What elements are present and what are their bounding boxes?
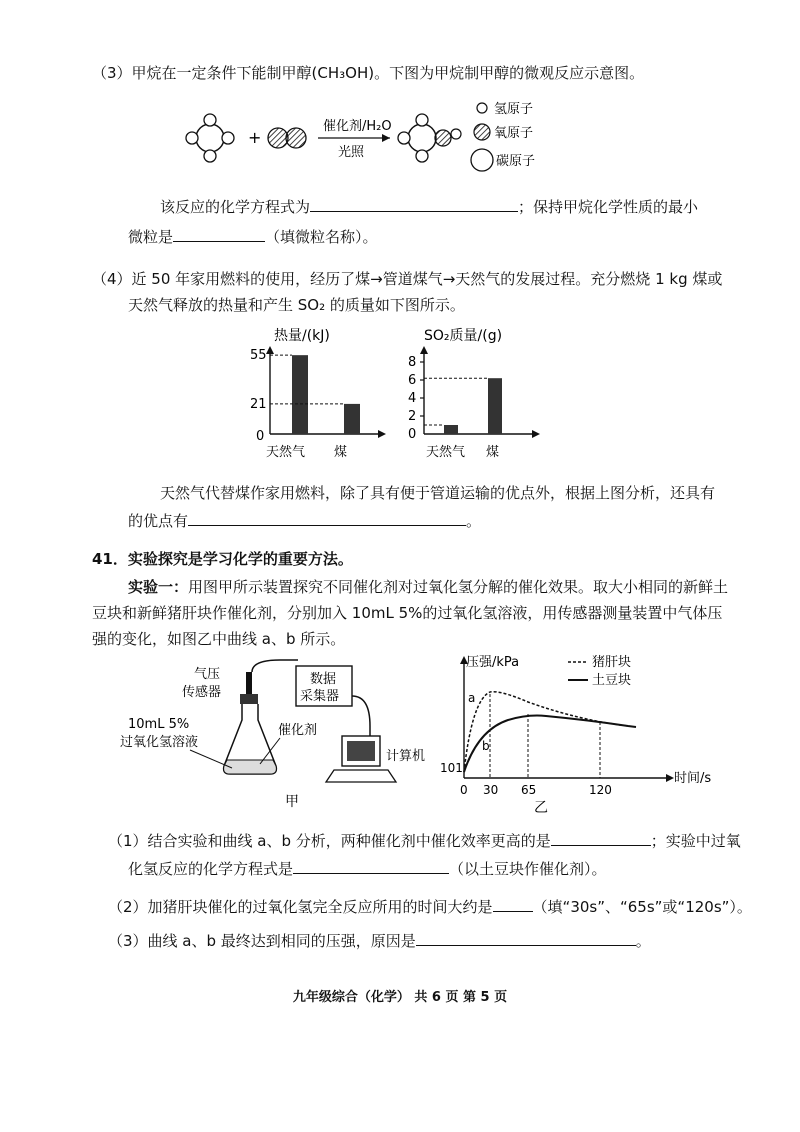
sub2-text-b: （填“30s”、“65s”或“120s”）。 [532, 898, 752, 916]
q41-exp-line3: 强的变化，如图乙中曲线 a、b 所示。 [92, 630, 346, 648]
q3-sentence [160, 196, 698, 217]
so2-cat-0: 天然气 [426, 445, 466, 460]
solution-label-2: 过氧化氢溶液 [120, 735, 199, 750]
computer-screen [347, 741, 375, 761]
q3-text-c: 微粒是 [128, 228, 174, 246]
q3-line1: （3）甲烷在一定条件下能制甲醇(CH₃OH)。下图为甲烷制甲醇的微观反应示意图。 [92, 64, 645, 82]
pressure-xlabel: 时间/s [674, 771, 712, 786]
exp-label: 实验一： [128, 578, 189, 596]
legend-liver: 猪肝块 [592, 655, 632, 670]
oxygen-molecule [268, 128, 306, 148]
answer-blank-advantage[interactable] [188, 511, 466, 526]
so2-tick-label-1: 4 [408, 391, 417, 406]
xtick-65: 65 [521, 783, 537, 797]
q41-sub3 [108, 930, 651, 951]
heat-bar-1 [344, 404, 360, 434]
answer-blank-h2o2-equation[interactable] [293, 859, 449, 874]
catalyst-label: 催化剂/H₂O [323, 119, 392, 134]
sub2-text-a: （2）加猪肝块催化的过氧化氢完全反应所用的时间大约是 [108, 898, 493, 916]
curve-b-label: b [482, 739, 490, 753]
diagram-caption-jia: 甲 [285, 794, 299, 810]
methane-reaction-diagram [180, 96, 600, 186]
legend-potato: 土豆块 [592, 673, 632, 688]
answer-blank-reason[interactable] [416, 931, 636, 946]
solution-pointer [190, 750, 232, 768]
legend-hydrogen: 氢原子 [494, 102, 534, 117]
so2-tick-label-2: 6 [408, 373, 417, 388]
q4-text-b: 的优点有 [128, 512, 189, 530]
solution-label-1: 10mL 5% [128, 717, 190, 732]
pressure-x-arrow-icon [666, 774, 674, 782]
heat-cat-1: 煤 [334, 445, 348, 460]
stopper-icon [240, 694, 258, 704]
so2-bar-1 [488, 378, 502, 434]
q41-sub2 [108, 896, 752, 917]
collector-cable [352, 696, 370, 736]
q41-sub1-line2 [128, 858, 607, 879]
so2-cat-1: 煤 [486, 445, 500, 460]
so2-tick-label-3: 8 [408, 355, 417, 370]
q4-sentence-a: 天然气代替煤作家用燃料，除了具有便于管道运输的优点外，根据上图分析，还具有 [160, 484, 716, 502]
xtick-120: 120 [589, 783, 612, 797]
catalyst-apparatus-label: 催化剂 [278, 723, 318, 738]
carbon-atom-icon [471, 149, 493, 171]
sub1-text-a: （1）结合实验和曲线 a、b 分析，两种催化剂中催化效率更高的是 [108, 832, 551, 850]
heat-ylabel: 热量/(kJ) [274, 328, 330, 344]
q41-exp-line1 [128, 576, 728, 597]
so2-ylabel: SO₂质量/(g) [424, 328, 503, 344]
heat-cat-0: 天然气 [266, 445, 306, 460]
pressure-legend [568, 654, 631, 688]
sub1-text-d: （以土豆块作催化剂）。 [449, 860, 607, 878]
so2-x-arrow-icon [532, 430, 540, 438]
oxygen-atom-icon [474, 124, 490, 140]
methanol-molecule [398, 114, 461, 162]
sensor-label-1: 气压 [194, 667, 221, 682]
heat-value-tick-1: 21 [250, 396, 267, 412]
apparatus-diagram [120, 656, 440, 816]
so2-bar-0 [444, 425, 458, 434]
so2-tick-label-0: 2 [408, 409, 417, 424]
heat-bar-0 [292, 355, 308, 434]
pressure-ylabel: 压强/kPa [466, 655, 520, 670]
q3-text-b: ；保持甲烷化学性质的最小 [518, 198, 699, 216]
heat-tick-0: 0 [256, 429, 265, 444]
collector-label-2: 采集器 [300, 689, 340, 704]
legend-carbon: 碳原子 [496, 154, 536, 169]
q3-sentence-2 [128, 226, 378, 247]
heat-bar-chart [220, 322, 390, 462]
curve-b-potato [464, 716, 636, 773]
q41-exp-line2: 豆块和新鲜猪肝块作催化剂，分别加入 10mL 5%的过氧化氢溶液，用传感器测量装置中气体压 [92, 604, 723, 622]
sub1-text-c: 化氢反应的化学方程式是 [128, 860, 294, 878]
computer-keyboard-icon [326, 770, 396, 782]
so2-bar-chart [400, 322, 570, 462]
xtick-30: 30 [483, 783, 499, 797]
methane-molecule [186, 114, 234, 162]
sensor-label-2: 传感器 [182, 685, 222, 700]
light-label: 光照 [338, 145, 365, 160]
pressure-sensor-icon [246, 672, 252, 696]
atom-legend [471, 102, 535, 171]
q4-line2: 天然气释放的热量和产生 SO₂ 的质量如下图所示。 [128, 296, 465, 314]
hydrogen-atom-icon [477, 103, 487, 113]
so2-tick-label-zero: 0 [408, 427, 417, 442]
pressure-y0-label: 101 [440, 761, 463, 775]
answer-blank-time[interactable] [493, 897, 533, 912]
sub1-text-b: ；实验中过氧 [650, 832, 741, 850]
page-footer: 九年级综合（化学） 共 6 页 第 5 页 [292, 990, 508, 1005]
q4-sentence-b [128, 510, 481, 531]
q4-period: 。 [466, 512, 482, 530]
q3-text-d: （填微粒名称）。 [265, 228, 378, 246]
plus-sign: + [248, 128, 262, 147]
legend-oxygen: 氧原子 [494, 126, 534, 141]
pressure-line-chart [438, 650, 718, 816]
answer-blank-catalyst[interactable] [551, 831, 651, 846]
answer-blank-equation[interactable] [310, 197, 518, 212]
q3-text-a: 该反应的化学方程式为 [160, 198, 311, 216]
sub3-text-a: （3）曲线 a、b 最终达到相同的压强，原因是 [108, 932, 416, 950]
heat-value-tick-0: 55 [250, 348, 267, 364]
arrow-head-icon [382, 134, 390, 142]
solution-liquid [224, 760, 277, 774]
computer-label: 计算机 [386, 749, 426, 764]
q41-sub1-line1 [108, 830, 741, 851]
curve-a-label: a [468, 691, 476, 705]
sensor-cable [252, 660, 298, 672]
q41-title: 41．实验探究是学习化学的重要方法。 [92, 550, 353, 568]
collector-label-1: 数据 [310, 672, 337, 687]
exp-text-1: 用图甲所示装置探究不同催化剂对过氧化氢分解的催化效果。取大小相同的新鲜土 [188, 578, 729, 596]
heat-x-arrow-icon [378, 430, 386, 438]
so2-y-arrow-icon [420, 346, 428, 354]
answer-blank-particle[interactable] [173, 227, 265, 242]
sub3-text-b: 。 [635, 932, 651, 950]
xtick-0: 0 [460, 783, 468, 797]
q4-line1: （4）近 50 年家用燃料的使用，经历了煤→管道煤气→天然气的发展过程。充分燃烧 1 kg 煤或 [92, 270, 723, 288]
graph-caption-yi: 乙 [534, 800, 548, 816]
heat-y-arrow-icon [266, 346, 274, 354]
